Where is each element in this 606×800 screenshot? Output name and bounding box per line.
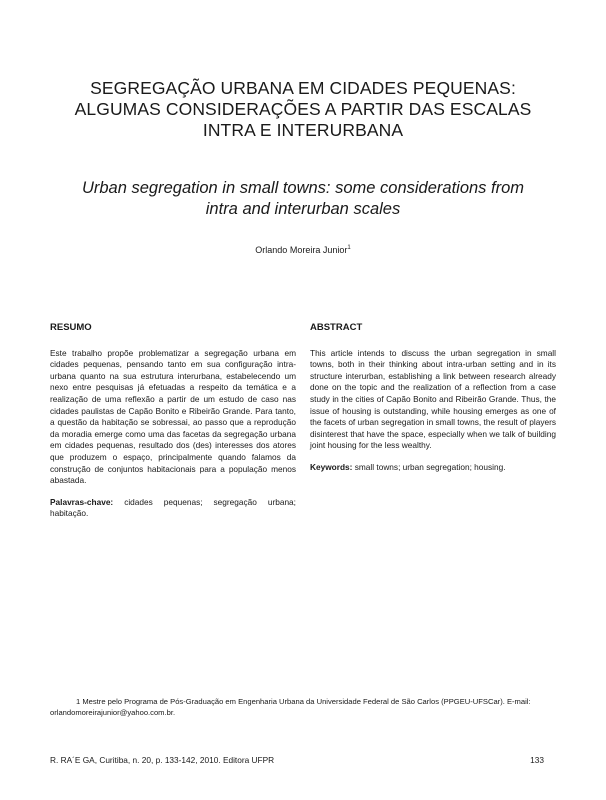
abstract-text: This article intends to discuss the urban segregation in small towns, both in their thinking about intra-urban setting and in its structure interurban, establishing a link between research already done on the topic and the realization of a reflection from a case study in the cities of Capão Bonito and Ribeirão Grande. Thus, the issue of housing is outstanding, while housing emerges as one of the facets of urban segregation in small towns, the result of players disinterest that have the space, especially when we talk of building joint housing for the less wealthy. bbox=[310, 347, 556, 451]
resumo-text: Este trabalho propõe problematizar a segregação urbana em cidades pequenas, pensando tanto em sua configuração intra-urbana quanto na sua estrutura interurbana, estabelecendo um nexo entre pesquisas já efetuadas a respeito da temática e a realização de uma reflexão a partir de um estudo de caso nas cidades paulistas de Capão Bonito e Ribeirão Grande. Para tanto, a questão da habitação se sobressai, ao passo que a reprodução da moradia emerge como uma das facetas da segregação urbana em cidades pequenas, resultado dos (des) interesses dos atores que produzem o espaço, principalmente quando falamos da construção de conjuntos habitacionais para a população menos abastada. bbox=[50, 347, 296, 486]
resumo-keywords bbox=[50, 497, 296, 520]
author-name: Orlando Moreira Junior bbox=[255, 245, 348, 255]
resumo-keywords-label: Palavras-chave: bbox=[50, 496, 114, 507]
abstract-section bbox=[310, 322, 556, 474]
abstract-heading: ABSTRACT bbox=[310, 322, 363, 333]
resumo-heading: RESUMO bbox=[50, 322, 92, 333]
abstract-keywords-value: small towns; urban segregation; housing. bbox=[354, 461, 506, 472]
resumo-section bbox=[50, 322, 296, 520]
title-line: INTRA E INTERURBANA bbox=[202, 120, 404, 140]
subtitle-line: intra and interurban scales bbox=[205, 200, 401, 218]
subtitle-line: Urban segregation in small towns: some considerations from bbox=[81, 179, 525, 197]
journal-citation: R. RA´E GA, Curitiba, n. 20, p. 133-142, 2010. Editora UFPR bbox=[50, 755, 275, 765]
title-line: ALGUMAS CONSIDERAÇÕES A PARTIR DAS ESCALAS bbox=[74, 99, 532, 119]
english-title bbox=[50, 178, 556, 220]
author-line bbox=[50, 245, 556, 255]
abstract-keywords bbox=[310, 462, 556, 474]
title-line: SEGREGAÇÃO URBANA EM CIDADES PEQUENAS: bbox=[90, 78, 516, 98]
page-number: 133 bbox=[530, 755, 544, 765]
abstract-keywords-label: Keywords: bbox=[310, 461, 353, 472]
author-footnote: 1 Mestre pelo Programa de Pós-Graduação em Engenharia Urbana da Universidade Federal de São Carlos (PPGEU-UFSCar). E-mail: orlandomoreirajunior@yahoo.com.br. bbox=[50, 697, 531, 717]
article-title bbox=[50, 78, 556, 141]
author-footnote-mark: 1 bbox=[347, 245, 351, 251]
resumo-keywords-value: cidades pequenas; segregação urbana; habitação. bbox=[50, 496, 296, 519]
